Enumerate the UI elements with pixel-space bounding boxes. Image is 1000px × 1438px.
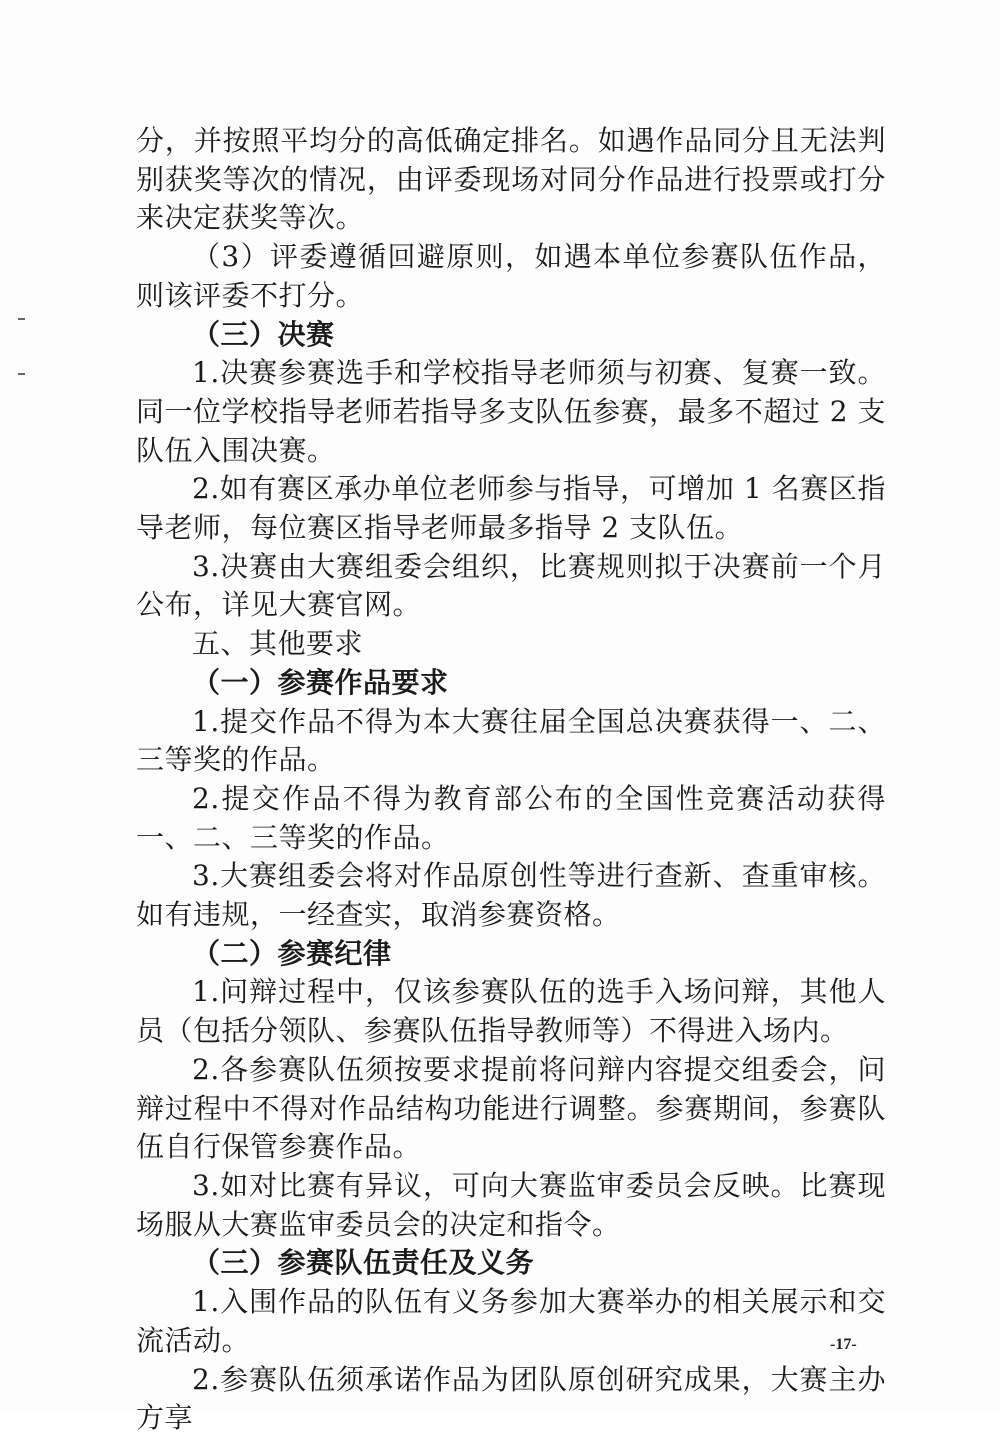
scan-mark <box>18 373 25 375</box>
paragraph: 1.提交作品不得为本大赛往届全国总决赛获得一、二、三等奖的作品。 <box>136 704 886 777</box>
paragraph: 1.问辩过程中，仅该参赛队伍的选手入场问辩，其他人员（包括分领队、参赛队伍指导教师等）不得进入场内。 <box>136 975 886 1048</box>
paragraph: 1.入围作品的队伍有义务参加大赛举办的相关展示和交流活动。 <box>136 1285 886 1357</box>
section-title: 五、其他要求 <box>192 627 364 661</box>
paragraph: 3.决赛由大赛组委会组织，比赛规则拟于决赛前一个月公布，详见大赛官网。 <box>136 549 886 622</box>
paragraph: 2.如有赛区承办单位老师参与指导，可增加 1 名赛区指导老师，每位赛区指导老师最多指导 2 支队伍。 <box>136 472 886 545</box>
paragraph: 3.如对比赛有异议，可向大赛监审委员会反映。比赛现场服从大赛监审委员会的决定和指令。 <box>136 1168 886 1241</box>
paragraph: 分，并按照平均分的高低确定排名。如遇作品同分且无法判别获奖等次的情况，由评委现场对同分作品进行投票或打分来决定获奖等次。 <box>136 124 886 235</box>
paragraph: 2.各参赛队伍须按要求提前将问辩内容提交组委会，问辩过程中不得对作品结构功能进行调整。参赛期间，参赛队伍自行保管参赛作品。 <box>136 1052 886 1164</box>
section-heading: （三）参赛队伍责任及义务 <box>192 1246 535 1280</box>
section-heading: （三）决赛 <box>192 317 335 351</box>
section-heading: （一）参赛作品要求 <box>192 665 449 699</box>
page-number: -17- <box>830 1336 857 1353</box>
scan-mark <box>18 318 25 320</box>
paragraph: 1.决赛参赛选手和学校指导老师须与初赛、复赛一致。同一位学校指导老师若指导多支队伍参赛，最多不超过 2 支队伍入围决赛。 <box>136 356 886 467</box>
section-heading: （二）参赛纪律 <box>192 936 392 970</box>
paragraph: 2.提交作品不得为教育部公布的全国性竞赛活动获得一、二、三等奖的作品。 <box>136 781 886 854</box>
paragraph: 2.参赛队伍须承诺作品为团队原创研究成果，大赛主办方享 <box>136 1362 886 1435</box>
body-text <box>136 122 886 1438</box>
paragraph: 3.大赛组委会将对作品原创性等进行查新、查重审核。如有违规，一经查实，取消参赛资格。 <box>136 859 886 932</box>
paragraph: （3）评委遵循回避原则，如遇本单位参赛队伍作品，则该评委不打分。 <box>136 240 886 312</box>
